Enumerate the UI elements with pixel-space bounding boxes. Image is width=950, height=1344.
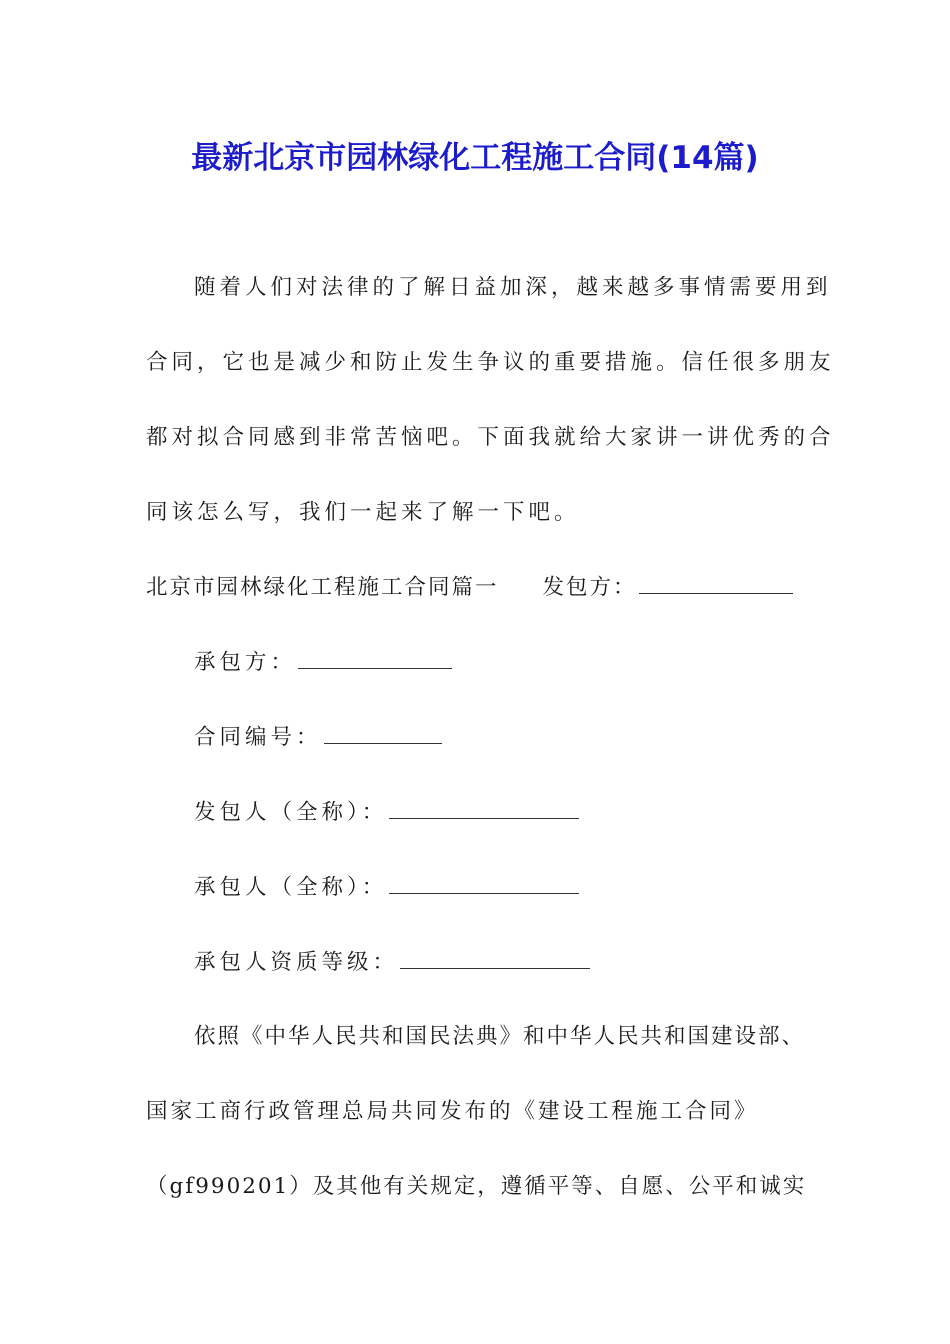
contractor-full-blank (389, 873, 579, 894)
contractor-grade-label: 承包人资质等级： (194, 950, 399, 975)
contractor-grade-row (194, 945, 590, 976)
intro-line-4: 同该怎么写，我们一起来了解一下吧。 (146, 500, 580, 525)
contractor-full-label: 承包人（全称）： (194, 875, 388, 900)
contract-no-row (194, 720, 442, 751)
employer-label: 发包方： (542, 575, 637, 600)
section-heading-row (146, 570, 793, 601)
body-line-1: 依照《中华人民共和国民法典》和中华人民共和国建设部、 (194, 1024, 806, 1049)
body-line-3: （gf990201）及其他有关规定，遵循平等、自愿、公平和诚实 (146, 1174, 807, 1199)
contractor-blank (298, 648, 452, 669)
contractor-label: 承包方： (194, 650, 297, 675)
contract-no-blank (324, 723, 442, 744)
contractor-full-row (194, 870, 579, 901)
intro-line-1: 随着人们对法律的了解日益加深，越来越多事情需要用到 (194, 275, 832, 300)
intro-line-2: 合同，它也是减少和防止发生争议的重要措施。信任很多朋友 (146, 350, 835, 375)
contractor-grade-blank (400, 948, 590, 969)
document-title: 最新北京市园林绿化工程施工合同(14篇) (191, 140, 759, 176)
contractor-row (194, 645, 452, 676)
employer-blank (639, 573, 793, 594)
employer-full-blank (389, 798, 579, 819)
body-line-2: 国家工商行政管理总局共同发布的《建设工程施工合同》 (146, 1099, 759, 1124)
intro-line-3: 都对拟合同感到非常苦恼吧。下面我就给大家讲一讲优秀的合 (146, 425, 835, 450)
contract-no-label: 合同编号： (194, 725, 322, 750)
section-heading: 北京市园林绿化工程施工合同篇一 (146, 575, 499, 600)
employer-full-label: 发包人（全称）： (194, 800, 388, 825)
employer-full-row (194, 795, 579, 826)
